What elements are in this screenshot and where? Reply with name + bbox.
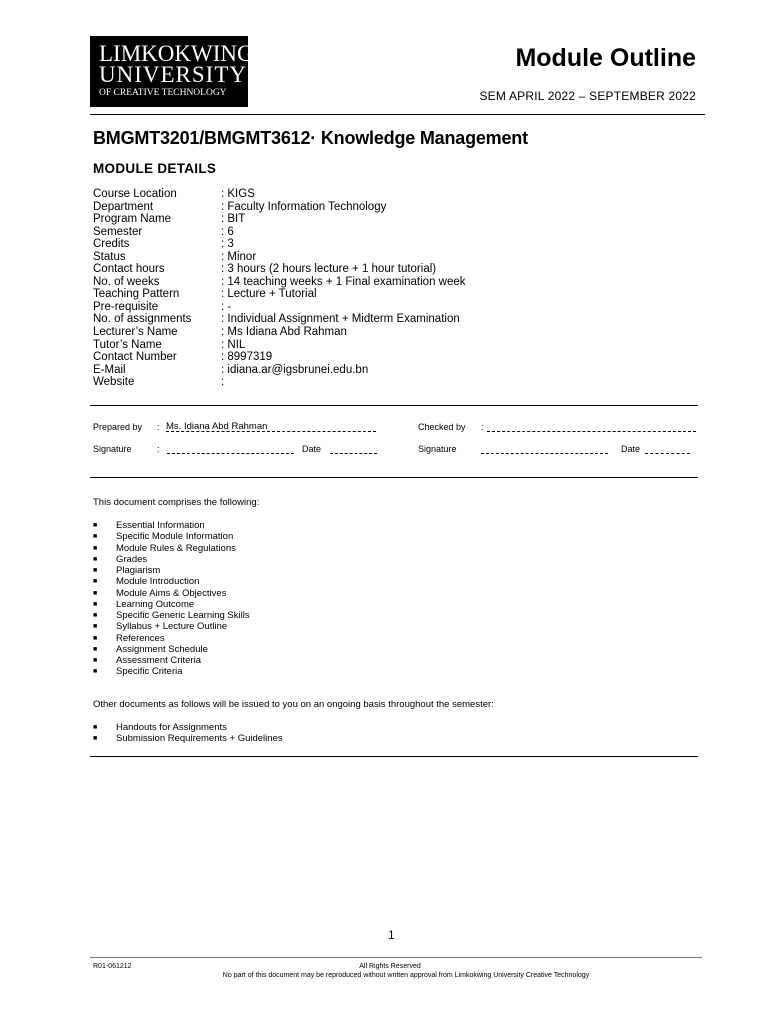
- list-item: [93, 576, 250, 587]
- detail-label: Pre-requisite: [93, 300, 159, 313]
- checked-by-line: [487, 431, 696, 432]
- signature-label: Signature: [418, 444, 457, 454]
- list-item: [93, 610, 250, 621]
- list-item: [93, 666, 250, 677]
- bullet-icon: ■: [93, 533, 98, 541]
- list-item: [93, 733, 283, 744]
- list-item-text: Submission Requirements + Guidelines: [116, 733, 283, 745]
- bullet-icon: ■: [93, 589, 98, 597]
- list-item-text: Plagiarism: [116, 565, 161, 576]
- bullet-icon: ■: [93, 623, 98, 631]
- list-item: [93, 531, 250, 542]
- list-item: [93, 621, 250, 632]
- detail-value: : Faculty Information Technology: [221, 200, 387, 213]
- list-item-text: Learning Outcome: [116, 598, 195, 610]
- footer-divider: [90, 957, 702, 958]
- detail-label: Program Name: [93, 213, 171, 226]
- checked-date-line: [645, 453, 690, 454]
- detail-label: Teaching Pattern: [93, 288, 180, 301]
- detail-value: : Lecture + Tutorial: [221, 288, 317, 301]
- list-item: [93, 599, 250, 610]
- signoff-bottom-divider: [90, 477, 698, 478]
- bullet-icon: ■: [93, 522, 98, 529]
- detail-label: E-Mail: [93, 363, 126, 376]
- colon: :: [157, 422, 160, 432]
- list-item-text: Module Introduction: [116, 576, 200, 588]
- detail-label: Semester: [93, 225, 143, 238]
- bullet-icon: ■: [93, 600, 98, 608]
- semester-period: SEM APRIL 2022 – SEPTEMBER 2022: [479, 89, 696, 103]
- detail-value: : 3: [221, 238, 234, 251]
- bullet-icon: ■: [93, 567, 98, 574]
- detail-label: Credits: [93, 238, 130, 251]
- checked-signature-line: [481, 453, 608, 454]
- prepared-by-label: Prepared by: [93, 422, 143, 432]
- list-item: [93, 644, 250, 655]
- bullet-icon: ■: [93, 578, 98, 586]
- detail-value: : Ms Idiana Abd Rahman: [221, 326, 347, 339]
- bullet-icon: ■: [93, 735, 98, 743]
- detail-value: : BIT: [221, 213, 246, 226]
- list-item-text: Syllabus + Lecture Outline: [116, 621, 228, 633]
- list-item-text: Handouts for Assignments: [116, 722, 227, 733]
- copyright-notice: No part of this document may be reproduced without written approval from Limkokwing University Creative Technology: [222, 972, 590, 979]
- detail-label: Website: [93, 376, 135, 389]
- list-item: [93, 588, 250, 599]
- list-item-text: Specific Criteria: [116, 666, 183, 678]
- list-item: [93, 655, 250, 666]
- list-item: [93, 543, 250, 554]
- signoff-top-divider: [90, 405, 698, 406]
- detail-value: : idiana.ar@igsbrunei.edu.bn: [221, 363, 369, 376]
- prepared-by-line: [166, 431, 376, 432]
- header-divider: [90, 114, 705, 115]
- prepared-date-line: [330, 453, 377, 454]
- list-item-text: Module Aims & Objectives: [116, 587, 227, 599]
- university-logo: [90, 36, 254, 107]
- logo-text-line2: UNIVERSITY: [99, 62, 247, 87]
- contents-bottom-divider: [90, 756, 698, 757]
- detail-label: Contact hours: [93, 263, 165, 276]
- detail-value: :: [221, 376, 225, 389]
- date-label: Date: [302, 444, 322, 454]
- date-label: Date: [621, 444, 641, 454]
- bullet-icon: ■: [93, 634, 98, 642]
- detail-label: Status: [93, 250, 126, 263]
- list-item-text: Assignment Schedule: [116, 643, 208, 655]
- detail-value: : NIL: [221, 338, 246, 351]
- list-item: [93, 554, 250, 565]
- list-item-text: References: [116, 632, 165, 644]
- logo-text-line3: OF CREATIVE TECHNOLOGY: [99, 88, 227, 98]
- list-item: [93, 633, 250, 644]
- list-item: [93, 565, 250, 576]
- detail-label: Tutor’s Name: [93, 338, 162, 351]
- prepared-signature-line: [167, 453, 294, 454]
- logo-text-line1: LIMKOKWING: [99, 41, 254, 66]
- detail-label: Contact Number: [93, 351, 177, 364]
- list-item-text: Module Rules & Regulations: [116, 542, 236, 554]
- detail-value: : Minor: [221, 250, 257, 263]
- rights-reserved: All Rights Reserved: [359, 963, 421, 970]
- detail-label: Department: [93, 200, 154, 213]
- detail-value: : KIGS: [221, 188, 255, 200]
- bullet-icon: ■: [93, 555, 98, 563]
- module-details-heading: MODULE DETAILS: [93, 161, 217, 176]
- colon: :: [481, 422, 484, 432]
- bullet-icon: ■: [93, 657, 98, 664]
- document-title: Module Outline: [515, 44, 696, 72]
- bullet-icon: ■: [93, 645, 98, 653]
- detail-value: : 6: [221, 225, 234, 238]
- detail-label: No. of weeks: [93, 275, 160, 288]
- detail-label: Lecturer’s Name: [93, 326, 178, 339]
- other-documents-intro: Other documents as follows will be issued to you on an ongoing basis throughout the semester:: [93, 699, 494, 710]
- contents-list: [93, 520, 250, 678]
- list-item: [93, 520, 250, 531]
- list-item-text: Specific Module Information: [116, 531, 234, 543]
- list-item-text: Specific Generic Learning Skills: [116, 610, 250, 621]
- detail-value: : 3 hours (2 hours lecture + 1 hour tutorial): [221, 263, 437, 276]
- page-number: 1: [388, 928, 395, 942]
- bullet-icon: ■: [93, 612, 98, 619]
- other-documents-list: [93, 722, 283, 745]
- detail-label: Course Location: [93, 188, 177, 200]
- detail-value: : -: [221, 300, 232, 313]
- module-title: BMGMT3201/BMGMT3612· Knowledge Management: [93, 128, 528, 148]
- bullet-icon: ■: [93, 544, 98, 552]
- bullet-icon: ■: [93, 668, 98, 676]
- list-item-text: Essential Information: [116, 520, 205, 531]
- list-item-text: Grades: [116, 553, 148, 565]
- detail-label: No. of assignments: [93, 313, 192, 326]
- detail-value: : Individual Assignment + Midterm Examination: [221, 313, 460, 326]
- prepared-by-name: Ms. Idiana Abd Rahman: [166, 421, 268, 432]
- signature-label: Signature: [93, 444, 132, 454]
- contents-intro: This document comprises the following:: [93, 497, 260, 508]
- detail-value: : 14 teaching weeks + 1 Final examination week: [221, 275, 466, 288]
- document-code: R01-061212: [93, 963, 132, 970]
- checked-by-label: Checked by: [418, 422, 466, 432]
- list-item: [93, 722, 283, 733]
- list-item-text: Assessment Criteria: [116, 655, 201, 666]
- colon: :: [157, 444, 160, 454]
- bullet-icon: ■: [93, 724, 98, 731]
- detail-value: : 8997319: [221, 351, 273, 364]
